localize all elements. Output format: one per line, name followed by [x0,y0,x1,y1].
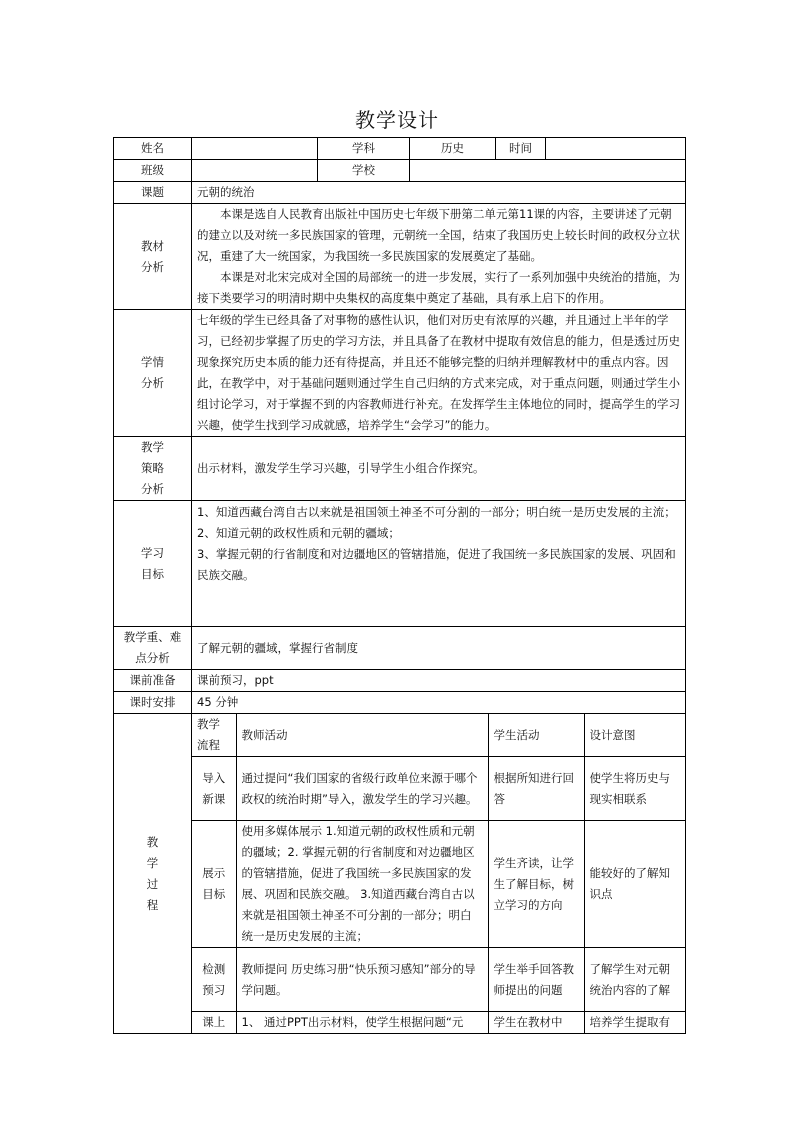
keypoints-content: 了解元朝的疆域，掌握行省制度 [192,627,686,670]
student-activity: 学生齐读，让学生了解目标，树立学习的方向 [488,821,584,948]
material-label [114,204,192,310]
step-label-line1: 展示 [202,866,226,880]
goal-item-2: 2、知道元朝的政权性质和元朝的疆域； [197,526,400,540]
strategy-content: 出示材料，激发学生学习兴趣，引导学生小组合作探究。 [192,437,686,501]
process-label-char-4: 程 [146,897,159,912]
learner-label [114,310,192,437]
material-row [114,204,686,310]
student-activity: 根据所知进行回答 [488,757,584,821]
keypoints-label-line1: 教学重、难 [123,630,182,644]
flow-header-line2: 流程 [197,738,220,752]
topic-row [114,182,686,204]
teacher-activity: 通过提问“我们国家的省级行政单位来源于哪个政权的统治时期”导入，激发学生的学习兴趣。 [236,757,488,821]
step-label [192,821,236,948]
lesson-plan-table [113,137,686,1034]
prep-row [114,670,686,692]
process-header-row [192,714,686,757]
school-value[interactable] [410,160,686,182]
student-activity-header: 学生活动 [488,714,584,757]
step-label-line1: 导入 [202,770,226,785]
strategy-row [114,437,686,501]
strategy-label-line2: 策略 [141,461,164,475]
strategy-label-line3: 分析 [141,482,164,496]
material-content [192,204,686,310]
process-label-char-1: 教 [146,834,159,849]
learner-paragraph: 七年级的学生已经具备了对事物的感性认识，他们对历史有浓厚的兴趣，并且通过上半年的学习，已经初步掌握了历史的学习方法，并且具备了在教材中提取有效信息的能力，但是透过历史现象探究历史本质的能力还有待提高，并且还不能够完整的归纳并理解教材中的重点内容。因此，在教学中，对于基础问题则通过学生自己归纳的方式来完成，对于重点问题，则通过学生小组讨论学习，对于掌握不到的内容教师进行补充。在发挥学生主体地位的同时，提高学生的学习兴趣，使学生找到学习成就感，培养学生“会学习”的能力。 [197,313,680,432]
strategy-label [114,437,192,501]
subject-label: 学科 [318,138,410,160]
teacher-activity: 教师提问 历史练习册“快乐预习感知”部分的导学问题。 [236,948,488,1012]
process-step-row [192,821,686,948]
prep-value: 课前预习，ppt [192,670,686,692]
process-step-row [192,757,686,821]
process-label-char-2: 学 [146,855,159,870]
step-label-line2: 预习 [202,982,226,997]
class-value[interactable] [192,160,318,182]
step-label: 课上 [192,1012,236,1034]
keypoints-row [114,627,686,670]
process-table [192,714,686,1033]
teacher-activity-header: 教师活动 [236,714,488,757]
student-activity: 学生在教材中 [488,1012,584,1034]
step-label-line2: 目标 [202,887,226,901]
topic-label: 课题 [114,182,192,204]
process-label-char-3: 过 [146,876,159,891]
flow-header-line1: 教学 [197,717,220,731]
step-label-line1: 检测 [202,961,226,976]
student-activity: 学生举手回答教师提出的问题 [488,948,584,1012]
design-intent: 使学生将历史与现实相联系 [584,757,686,821]
design-intent: 能较好的了解知识点 [584,821,686,948]
header-row-2 [114,160,686,182]
page-title: 教学设计 [355,108,439,132]
teacher-activity: 1、 通过PPT出示材料，使学生根据问题“元 [236,1012,488,1034]
schedule-value: 45 分钟 [192,692,686,714]
keypoints-label [114,627,192,670]
step-label [192,757,236,821]
subject-value[interactable]: 历史 [410,138,496,160]
schedule-row [114,692,686,714]
goal-item-3: 3、掌握元朝的行省制度和对边疆地区的管辖措施，促进了我国统一多民族国家的发展、巩固和民族交融。 [197,547,676,582]
teacher-activity: 使用多媒体展示 1.知道元朝的政权性质和元朝的疆域；2. 掌握元朝的行省制度和对边疆地区的管辖措施，促进了我国统一多民族国家的发展、巩固和民族交融。 3.知道西藏台湾自古以来就是祖国领土神圣不可分割的一部分；明白统一是历史发展的主流； [236,821,488,948]
goal-item-1: 1、知道西藏台湾自古以来就是祖国领土神圣不可分割的一部分；明白统一是历史发展的主流； [197,505,676,519]
keypoints-label-line2: 点分析 [135,651,170,665]
step-label [192,948,236,1012]
process-label [114,714,192,1034]
material-label-line2: 分析 [141,259,164,274]
prep-label: 课前准备 [114,670,192,692]
goals-label-line2: 目标 [141,566,164,581]
goals-row [114,501,686,627]
goals-content [192,501,686,627]
step-label-line2: 新课 [202,791,226,806]
time-label: 时间 [496,138,546,160]
flow-header [192,714,236,757]
time-value[interactable] [546,138,686,160]
process-cell [192,714,686,1034]
name-label: 姓名 [114,138,192,160]
material-label-line1: 教材 [141,238,164,253]
process-step-row [192,948,686,1012]
learner-label-line2: 分析 [141,376,164,390]
header-row-1 [114,138,686,160]
process-row [114,714,686,1034]
design-intent: 了解学生对元朝统治内容的了解 [584,948,686,1012]
material-paragraph-1: 本课是选自人民教育出版社中国历史七年级下册第二单元第11课的内容，主要讲述了元朝的建立以及对统一多民族国家的管理，元朝统一全国，结束了我国历史上较长时间的政权分立状况，重建了大一统国家，为我国统一多民族国家的发展奠定了基础。 [197,207,680,263]
class-label: 班级 [114,160,192,182]
learner-row [114,310,686,437]
strategy-label-line1: 教学 [141,440,164,454]
design-intent-header: 设计意图 [584,714,686,757]
goals-label-line1: 学习 [141,545,164,560]
schedule-label: 课时安排 [114,692,192,714]
topic-value: 元朝的统治 [192,182,686,204]
learner-content [192,310,686,437]
learner-label-line1: 学情 [141,355,164,369]
process-step-row [192,1012,686,1034]
design-intent: 培养学生提取有 [584,1012,686,1034]
goals-label [114,501,192,627]
name-value[interactable] [192,138,318,160]
material-paragraph-2: 本课是对北宋完成对全国的局部统一的进一步发展，实行了一系列加强中央统治的措施，为接下类要学习的明清时期中央集权的高度集中奠定了基础，具有承上启下的作用。 [197,270,680,305]
school-label: 学校 [318,160,410,182]
